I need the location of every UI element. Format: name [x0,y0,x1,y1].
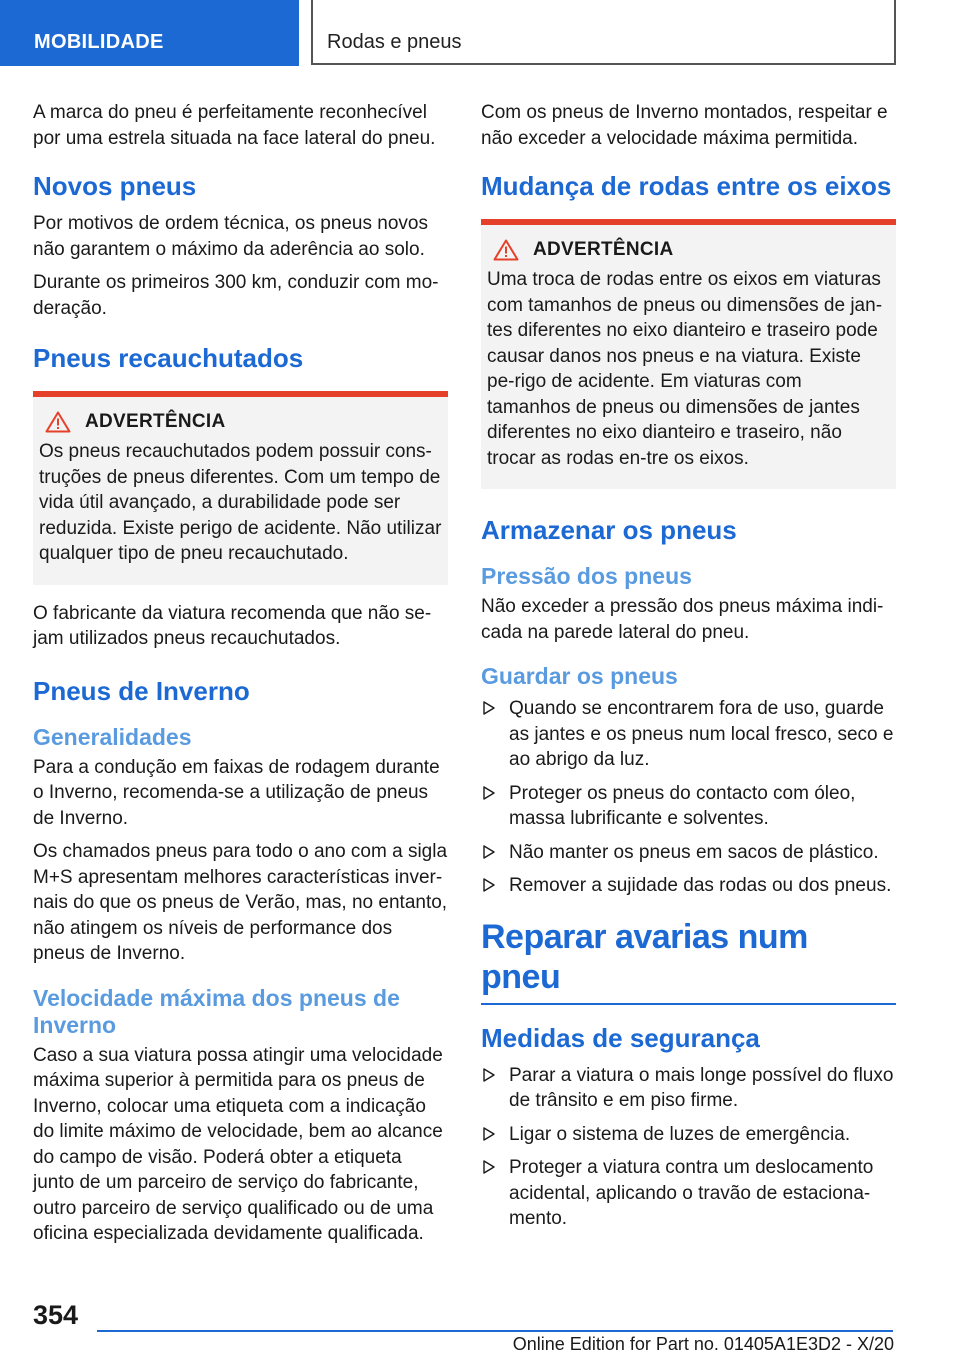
triangle-bullet-icon [483,1160,495,1174]
list-item [481,1155,896,1232]
warning-triangle-icon [45,411,71,433]
subheading-guardar-os-pneus: Guardar os pneus [481,663,678,689]
warning-title: ADVERTÊNCIA [533,239,674,260]
triangle-bullet-icon [483,701,495,715]
heading-mudanca-de-rodas: Mudança de rodas entre os eixos [481,171,892,201]
paragraph: Não exceder a pressão dos pneus máxima indi-cada na parede lateral do pneu. [481,596,884,643]
left-column [33,100,448,1255]
list-item [481,1122,896,1148]
warning-box [481,219,896,489]
triangle-bullet-icon [483,878,495,892]
subheading-pressao-dos-pneus: Pressão dos pneus [481,563,692,589]
chapter-title: Rodas e pneus [327,31,462,53]
triangle-bullet-icon [483,1127,495,1141]
page-header [0,0,960,66]
list-item-text: Proteger a viatura contra um deslocamento acidental, aplicando o travão de estaciona-mento. [509,1157,874,1229]
warning-text: Uma troca de rodas entre os eixos em viaturas com tamanhos de pneus ou dimensões de jan-tes diferentes no eixo dianteiro e traseiro pode causar danos nos pneus e na viatura. Existe pe-rigo de acidente. Em viaturas com tamanhos de pneus ou dimensões de jantes diferentes no eixo dianteiro e traseiro, não trocar as rodas en-tre os eixos. [487,269,883,469]
warning-box [33,391,448,585]
list-item [481,840,896,866]
chapter-box [311,0,896,65]
list-item [481,873,896,899]
list-item [481,1063,896,1114]
heading-medidas-de-seguranca: Medidas de segurança [481,1022,760,1053]
paragraph: Durante os primeiros 300 km, conduzir com mo-deração. [33,272,439,319]
guardar-list [481,696,896,899]
list-item-text: Proteger os pneus do contacto com óleo, massa lubrificante e solventes. [509,782,856,829]
intro-paragraph: Com os pneus de Inverno montados, respeitar e não exceder a velocidade máxima permitida. [481,102,888,149]
medidas-list [481,1063,896,1232]
triangle-bullet-icon [483,1068,495,1082]
list-item [481,781,896,832]
page-number: 354 [33,1300,79,1330]
list-item-text: Quando se encontrarem fora de uso, guarde as jantes e os pneus num local fresco, seco e ao abrigo da luz. [509,698,894,770]
warning-text: Os pneus recauchutados podem possuir cons-truções de pneus diferentes. Com um tempo de vida útil avançado, a durabilidade pode ser reduzida. Existe perigo de acidente. Não utilizar qualquer tipo de pneu recauchutado. [39,441,442,564]
subheading-velocidade-maxima: Velocidade máxima dos pneus de Inverno [33,984,400,1038]
heading-rule [481,1003,896,1005]
page-footer [0,1290,960,1362]
footer-rule [97,1330,893,1332]
section-tab: MOBILIDADE [0,0,299,66]
heading-reparar-avarias: Reparar avarias num pneu [481,917,808,996]
warning-title: ADVERTÊNCIA [85,411,226,432]
triangle-bullet-icon [483,786,495,800]
paragraph: Caso a sua viatura possa atingir uma velocidade máxima superior à permitida para os pneus de Inverno, colocar uma etiqueta com a indicação do limite máximo de velocidade, bem ao alcance do campo de visão. Poderá obter a etiqueta junto de um parceiro de serviço do fabricante, outro parceiro de serviço qualificado ou de uma oficina especializada devidamente qualificada. [33,1044,443,1244]
list-item-text: Remover a sujidade das rodas ou dos pneus. [509,875,892,896]
paragraph: Por motivos de ordem técnica, os pneus novos não garantem o máximo da aderência ao solo. [33,213,428,260]
heading-pneus-recauchutados: Pneus recauchutados [33,343,304,373]
heading-novos-pneus: Novos pneus [33,171,197,201]
warning-triangle-icon [493,239,519,261]
list-item [481,696,896,773]
triangle-bullet-icon [483,845,495,859]
heading-pneus-de-inverno: Pneus de Inverno [33,675,250,706]
list-item-text: Não manter os pneus em sacos de plástico. [509,841,879,863]
paragraph: O fabricante da viatura recomenda que não se-jam utilizados pneus recauchutados. [33,602,432,649]
paragraph: Os chamados pneus para todo o ano com a sigla M+S apresentam melhores características inver-nais do que os pneus de Verão, mas, no entanto, não atingem os níveis de performance dos pneus de Inverno. [33,841,448,964]
list-item-text: Parar a viatura o mais longe possível do fluxo de trânsito e em piso firme. [509,1064,894,1111]
heading-armazenar-os-pneus: Armazenar os pneus [481,515,737,545]
paragraph: Para a condução em faixas de rodagem durante o Inverno, recomenda-se a utilização de pneus de Inverno. [33,756,440,829]
edition-text: Online Edition for Part no. 01405A1E3D2 - X/20 [512,1334,894,1354]
subheading-generalidades: Generalidades [33,723,192,750]
right-column [481,100,896,1240]
intro-paragraph: A marca do pneu é perfeitamente reconhecível por uma estrela situada na face lateral do pneu. [33,102,436,149]
list-item-text: Ligar o sistema de luzes de emergência. [509,1123,851,1145]
